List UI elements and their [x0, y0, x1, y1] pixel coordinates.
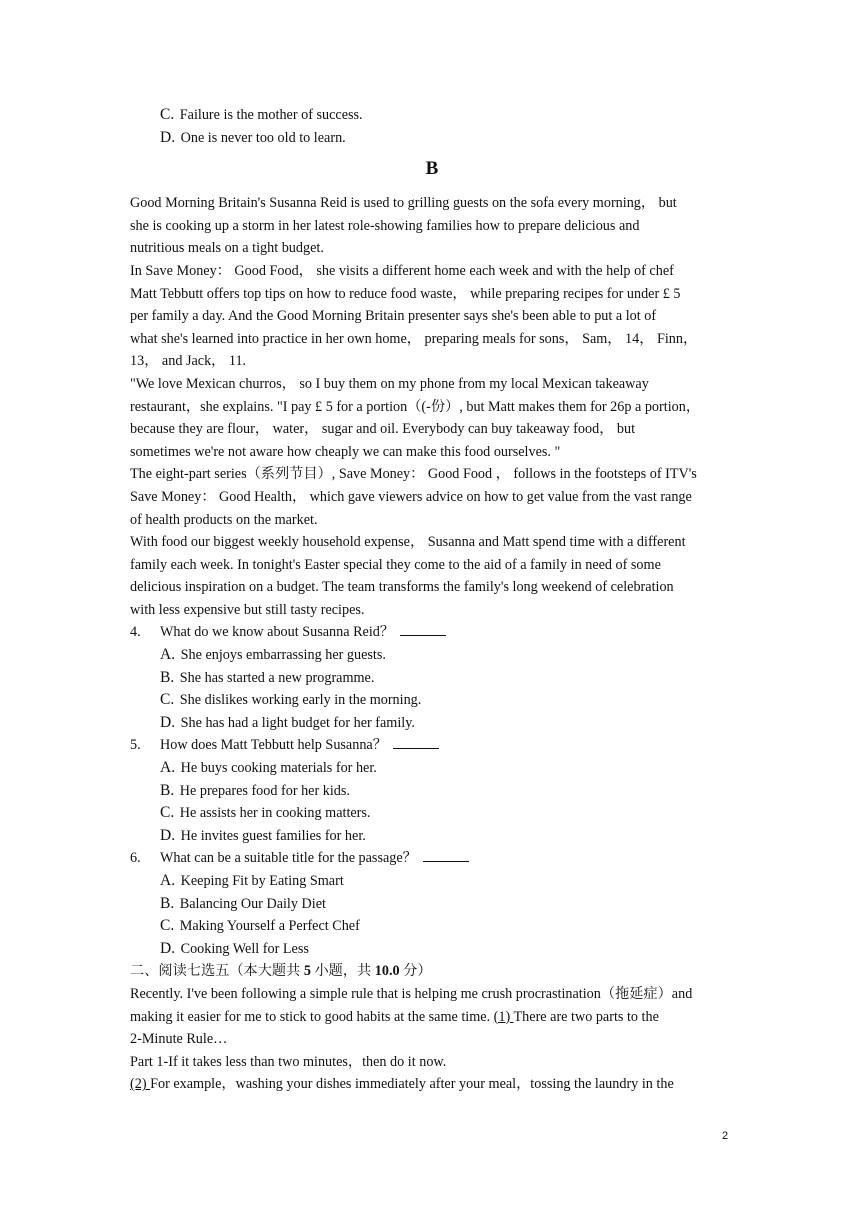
- section-2-suffix: 分）: [399, 963, 432, 980]
- option-letter: C.: [160, 917, 175, 935]
- passage-line: with less expensive but still tasty recipes.: [130, 601, 365, 618]
- passage-2-text: There are two parts to the: [513, 1008, 659, 1025]
- passage-line: what she's learned into practice in her own home， preparing meals for sons， Sam， 14， Finn，: [130, 330, 698, 347]
- passage-2-line: Part 1-If it takes less than two minutes，then do it now.: [130, 1053, 447, 1070]
- passage-2-line: [130, 1073, 734, 1096]
- question-text: What can be a suitable title for the passage？: [160, 850, 417, 867]
- passage-line: Matt Tebbutt offers top tips on how to reduce food waste， while preparing recipes for under £ 5: [130, 285, 681, 302]
- passage-line: per family a day. And the Good Morning Britain presenter says she's been able to put a lot of: [130, 308, 657, 325]
- question-stem: [130, 621, 734, 644]
- document-page: [130, 104, 734, 1096]
- option-text: She enjoys embarrassing her guests.: [180, 647, 386, 664]
- passage-2-text: making it easier for me to stick to good habits at the same time.: [130, 1008, 494, 1025]
- passage-line: Good Morning Britain's Susanna Reid is used to grilling guests on the sofa every morning， but: [130, 195, 677, 212]
- passage-line: because they are flour， water， sugar and oil. Everybody can buy takeaway food， but: [130, 421, 636, 438]
- passage-line: The eight-part series（系列节目）, Save Money： Good Food ， follows in the footsteps of ITV's: [130, 466, 697, 483]
- option-item: [130, 938, 734, 961]
- section-2-prefix: 二、阅读七选五（本大题共: [130, 963, 304, 980]
- passage-2-text: For example，washing your dishes immediately after your meal，tossing the laundry in the: [150, 1076, 674, 1093]
- option-letter: D.: [160, 826, 176, 844]
- option-text: Failure is the mother of success.: [179, 107, 363, 123]
- option-item: [130, 757, 734, 780]
- option-text: He prepares food for her kids.: [179, 782, 350, 799]
- passage-2-line: Recently. I've been following a simple rule that is helping me crush procrastination（拖延症）and: [130, 985, 693, 1002]
- question-stem: [130, 734, 734, 757]
- passage-line: restaurant，she explains. "I pay £ 5 for a portion（(-份）, but Matt makes them for 26p a portion，: [130, 398, 701, 415]
- answer-blank[interactable]: [423, 847, 469, 862]
- option-letter: D.: [160, 713, 176, 731]
- option-letter: D.: [160, 939, 176, 957]
- question-stem: [130, 847, 734, 870]
- option-item: [130, 893, 734, 916]
- option-item: [130, 915, 734, 938]
- option-letter: A.: [160, 646, 176, 664]
- passage-2-line: 2-Minute Rule…: [130, 1031, 228, 1048]
- option-text: He assists her in cooking matters.: [179, 805, 371, 822]
- option-text: Making Yourself a Perfect Chef: [179, 918, 360, 935]
- option-text: He buys cooking materials for her.: [180, 760, 377, 777]
- passage-b: [130, 192, 734, 621]
- section-2-score: 10.0: [374, 963, 400, 980]
- passage-line: "We love Mexican churros， so I buy them on my phone from my local Mexican takeaway: [130, 375, 649, 392]
- option-item: [130, 689, 734, 712]
- option-text: She dislikes working early in the morning.: [179, 692, 422, 709]
- passage-line: 13， and Jack， 11.: [130, 353, 247, 370]
- blank-2: (2): [130, 1076, 151, 1093]
- option-text: Cooking Well for Less: [180, 940, 309, 957]
- option-item: [130, 104, 734, 127]
- question-list: [130, 621, 734, 960]
- option-text: One is never too old to learn.: [180, 129, 346, 146]
- question-text: How does Matt Tebbutt help Susanna？: [160, 737, 387, 754]
- blank-1: (1): [493, 1008, 514, 1025]
- option-letter: B.: [160, 781, 175, 799]
- passage-line: sometimes we're not aware how cheaply we can make this food ourselves. ": [130, 443, 561, 460]
- passage-2-line: [130, 1006, 734, 1029]
- option-item: [130, 712, 734, 735]
- option-item: [130, 802, 734, 825]
- option-item: [130, 825, 734, 848]
- passage-line: In Save Money： Good Food， she visits a different home each week and with the help of chef: [130, 262, 674, 279]
- question-text: What do we know about Susanna Reid？: [160, 624, 395, 641]
- option-item: [130, 127, 734, 150]
- option-letter: A.: [160, 759, 176, 777]
- passage-line: With food our biggest weekly household expense， Susanna and Matt spend time with a different: [130, 534, 686, 551]
- option-item: [130, 780, 734, 803]
- passage-line: of health products on the market.: [130, 511, 318, 528]
- section-2-count: 5: [303, 963, 311, 980]
- option-item: [130, 644, 734, 667]
- option-letter: B.: [160, 668, 175, 686]
- previous-question-options: [130, 104, 734, 149]
- section-2-middle: 小题，共: [310, 963, 375, 980]
- section-2-title: [130, 960, 734, 983]
- passage-line: family each week. In tonight's Easter special they come to the aid of a family in need of some: [130, 556, 661, 573]
- answer-blank[interactable]: [400, 621, 446, 636]
- option-letter: C.: [160, 804, 175, 822]
- option-text: Keeping Fit by Eating Smart: [180, 873, 344, 889]
- option-letter: C.: [160, 691, 175, 709]
- option-letter: D.: [160, 128, 176, 146]
- option-letter: A.: [160, 872, 176, 889]
- question-number: 4.: [130, 624, 141, 641]
- option-text: Balancing Our Daily Diet: [179, 895, 326, 912]
- passage-line: Save Money： Good Health， which gave viewers advice on how to get value from the vast range: [130, 488, 692, 505]
- answer-blank[interactable]: [393, 734, 439, 749]
- option-item: [130, 870, 734, 893]
- option-text: She has started a new programme.: [179, 669, 375, 686]
- option-text: He invites guest families for her.: [180, 827, 366, 844]
- option-text: She has had a light budget for her family.: [180, 714, 415, 731]
- question-number: 5.: [130, 737, 141, 754]
- passage-line: she is cooking up a storm in her latest role-showing families how to prepare delicious and: [130, 217, 640, 234]
- page-number: 2: [722, 1130, 729, 1142]
- section-heading: B: [425, 158, 439, 180]
- passage-line: nutritious meals on a tight budget.: [130, 240, 324, 257]
- option-letter: B.: [160, 894, 175, 912]
- option-item: [130, 667, 734, 690]
- question-number: 6.: [130, 850, 141, 867]
- option-letter: C.: [160, 106, 175, 123]
- passage-line: delicious inspiration on a budget. The team transforms the family's long weekend of celebration: [130, 579, 674, 596]
